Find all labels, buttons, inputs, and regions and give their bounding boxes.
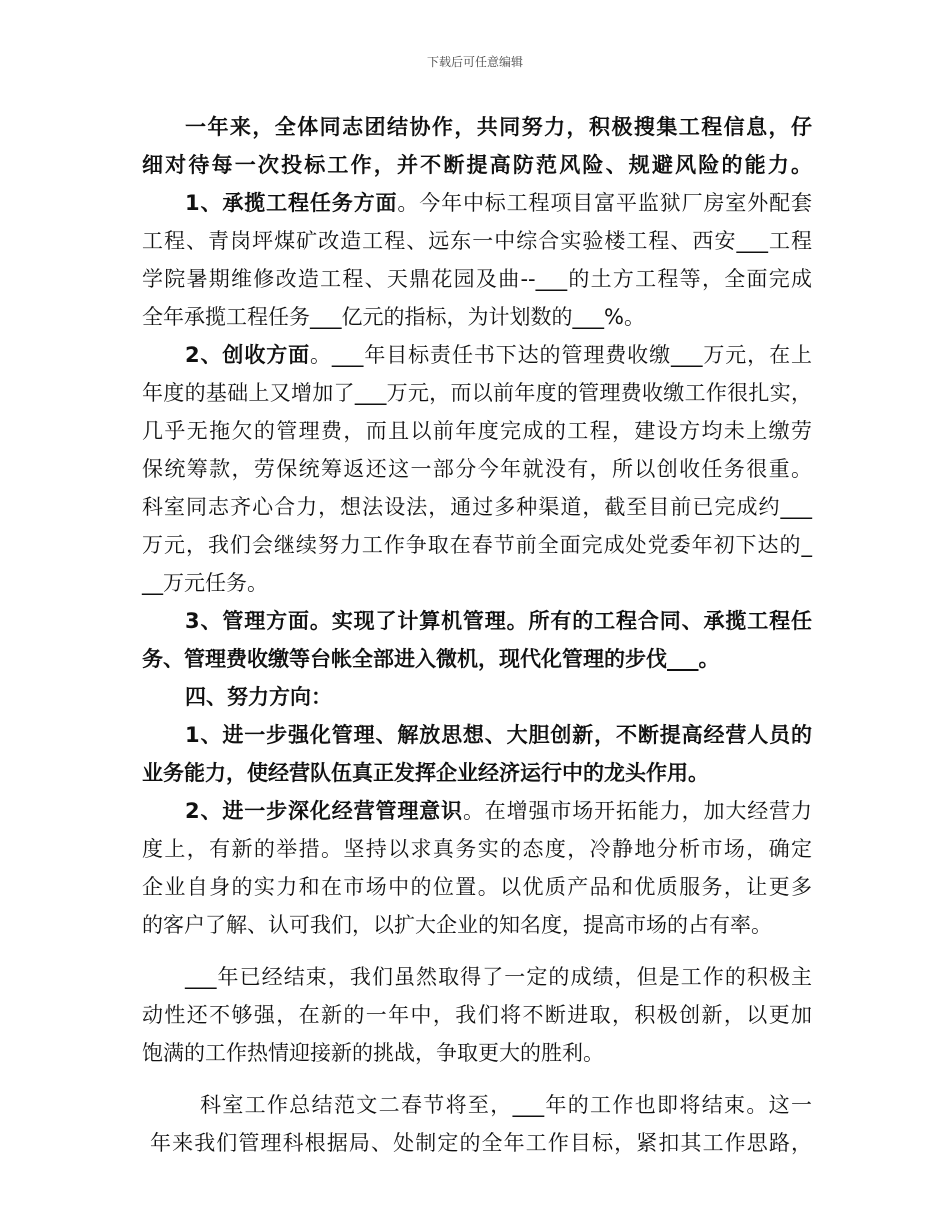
p7-line-1 bbox=[185, 792, 812, 830]
p8-line-3: 饱满的工作热情迎接新的挑战，争取更大的胜利。 bbox=[142, 1041, 604, 1065]
p8-line-1: ___年已经结束，我们虽然取得了一定的成绩，但是工作的积极主 bbox=[185, 965, 812, 989]
p6-line-1: 1、进一步强化管理、解放思想、大胆创新，不断提高经营人员的 bbox=[185, 723, 812, 747]
p3-line-4: 保统筹款，劳保统筹返还这一部分今年就没有，所以创收任务很重。 bbox=[142, 457, 812, 481]
p3-line-5: 科室同志齐心合力，想法设法，通过多种渠道，截至目前已完成约___ bbox=[142, 495, 812, 519]
p2-line-2: 工程、青岗坪煤矿改造工程、远东一中综合实验楼工程、西安___工程 bbox=[142, 229, 812, 253]
p9-line-1: 科室工作总结范文二春节将至，___年的工作也即将结束。这一 bbox=[200, 1093, 812, 1117]
section-heading: 四、努力方向： bbox=[185, 685, 332, 709]
p7-heading: 2、进一步深化经营管理意识 bbox=[185, 799, 463, 823]
p2-heading: 1、承揽工程任务方面 bbox=[185, 191, 398, 215]
p3-line-7: __万元任务。 bbox=[142, 571, 268, 595]
p4-line-1: 3、管理方面。实现了计算机管理。所有的工程合同、承揽工程任 bbox=[185, 609, 812, 633]
p7-line-1-text: 。在增强市场开拓能力，加大经营力 bbox=[462, 799, 812, 823]
p3-line-3: 几乎无拖欠的管理费，而且以前年度完成的工程，建设方均未上缴劳 bbox=[142, 419, 812, 443]
p3-line-6: 万元，我们会继续努力工作争取在春节前全面完成处党委年初下达的_ bbox=[142, 533, 812, 557]
p2-line-1-text: 。今年中标工程项目富平监狱厂房室外配套 bbox=[397, 191, 812, 215]
p7-line-2: 度上，有新的举措。坚持以求真务实的态度，冷静地分析市场，确定 bbox=[142, 837, 812, 861]
p7-line-3: 企业自身的实力和在市场中的位置。以优质产品和优质服务，让更多 bbox=[142, 875, 812, 899]
p1-line-1: 一年来，全体同志团结协作，共同努力，积极搜集工程信息，仔 bbox=[185, 115, 812, 139]
p3-heading: 2、创收方面 bbox=[185, 343, 311, 367]
p8-line-2: 动性还不够强，在新的一年中，我们将不断进取，积极创新，以更加 bbox=[142, 1003, 812, 1027]
p9-line-2: 年来我们管理科根据局、处制定的全年工作目标，紧扣其工作思路， bbox=[150, 1131, 812, 1155]
p7-line-4: 的客户了解、认可我们，以扩大企业的知名度，提高市场的占有率。 bbox=[142, 913, 772, 937]
p3-line-2: 年度的基础上又增加了___万元，而以前年度的管理费收缴工作很扎实， bbox=[142, 381, 812, 405]
p4-line-2: 务、管理费收缴等台帐全部进入微机，现代化管理的步伐___。 bbox=[142, 647, 720, 671]
p3-line-1 bbox=[185, 336, 812, 374]
p1-line-2: 细对待每一次投标工作，并不断提高防范风险、规避风险的能力。 bbox=[142, 153, 812, 177]
page-header: 下载后可任意编辑 bbox=[426, 55, 523, 69]
p3-line-1-text: 。___年目标责任书下达的管理费收缴___万元，在上 bbox=[310, 343, 812, 367]
p2-line-4: 全年承揽工程任务___亿元的指标，为计划数的___%。 bbox=[142, 305, 645, 329]
p2-line-3: 学院暑期维修改造工程、天鼎花园及曲--___的土方工程等，全面完成 bbox=[142, 267, 812, 291]
p2-line-1 bbox=[185, 184, 812, 222]
p6-line-2: 业务能力，使经营队伍真正发挥企业经济运行中的龙头作用。 bbox=[142, 761, 709, 785]
